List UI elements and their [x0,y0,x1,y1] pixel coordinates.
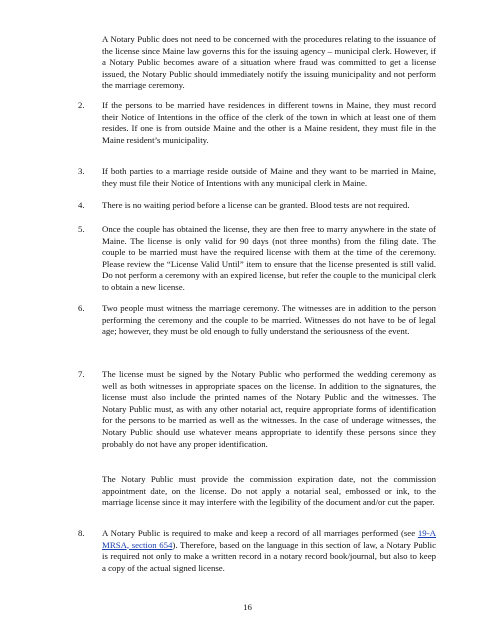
item-7-second-paragraph: The Notary Public must provide the commission expiration date, not the commission appointment date, on the license. Do not apply a notarial seal, embossed or ink, to the marriage license since it may interfere with the legibility of the document and/or cut the paper. [102,474,436,508]
item-text [102,528,436,574]
item-number: 2. [78,100,85,110]
item-text: If both parties to a marriage reside outside of Maine and they want to be married in Maine, they must file their Notice of Intentions with any municipal clerk in Maine. [102,166,436,188]
item-number: 5. [78,224,85,234]
item-number: 3. [78,166,85,176]
page-number: 16 [243,602,252,612]
item-number: 7. [78,369,85,379]
item-text: Two people must witness the marriage ceremony. The witnesses are in addition to the person performing the ceremony and the couple to be married. Witnesses do not have to be of legal age; however, they must be old enough to fully understand the seriousness of the event. [102,303,436,337]
item-text: There is no waiting period before a license can be granted. Blood tests are not required. [102,200,410,210]
statute-link[interactable]: 19-A MRSA, section 654 [102,528,436,550]
item-number: 6. [78,303,85,313]
item-text-end: ). Therefore, based on the language in this section of law, a Notary Public is required not only to make a written record in a notary record book/journal, but also to keep a copy of the actual signed license. [102,539,436,573]
item-text: The license must be signed by the Notary Public who performed the wedding ceremony as well as both witnesses in appropriate spaces on the license. In addition to the signatures, the license must also include the printed names of the Notary Public and the witnesses. The Notary Public must, as with any other notarial act, require appropriate forms of identification for the persons to be married as well as the witnesses. In the case of underage witnesses, the Notary Public should use whatever means appropriate to identify these persons since they probably do not have any proper identification. [102,369,436,449]
intro-paragraph: A Notary Public does not need to be concerned with the procedures relating to the issuance of the license since Maine law governs this for the issuing agency – municipal clerk. However, if a Notary Public becomes aware of a situation where fraud was committed to get a license issued, the Notary Public should immediately notify the issuing municipality and not perform the marriage ceremony. [102,34,436,91]
item-text: Once the couple has obtained the license, they are then free to marry anywhere in the state of Maine. The license is only valid for 90 days (not three months) from the filing date. The couple to be married must have the required license with them at the time of the ceremony. Please review the “License Valid Until” item to ensure that the license presented is still valid. Do not perform a ceremony with an expired license, but refer the couple to the municipal clerk to obtain a new license. [102,224,436,292]
item-text-start: A Notary Public is required to make and keep a record of all marriages performed (see [102,528,418,538]
item-text: If the persons to be married have residences in different towns in Maine, they must record their Notice of Intentions in the office of the clerk of the town in which at least one of them resides. If one is from outside Maine and the other is a Maine resident, they must file in the Maine resident’s municipality. [102,100,436,145]
item-number: 4. [78,200,85,210]
item-number: 8. [78,528,85,538]
